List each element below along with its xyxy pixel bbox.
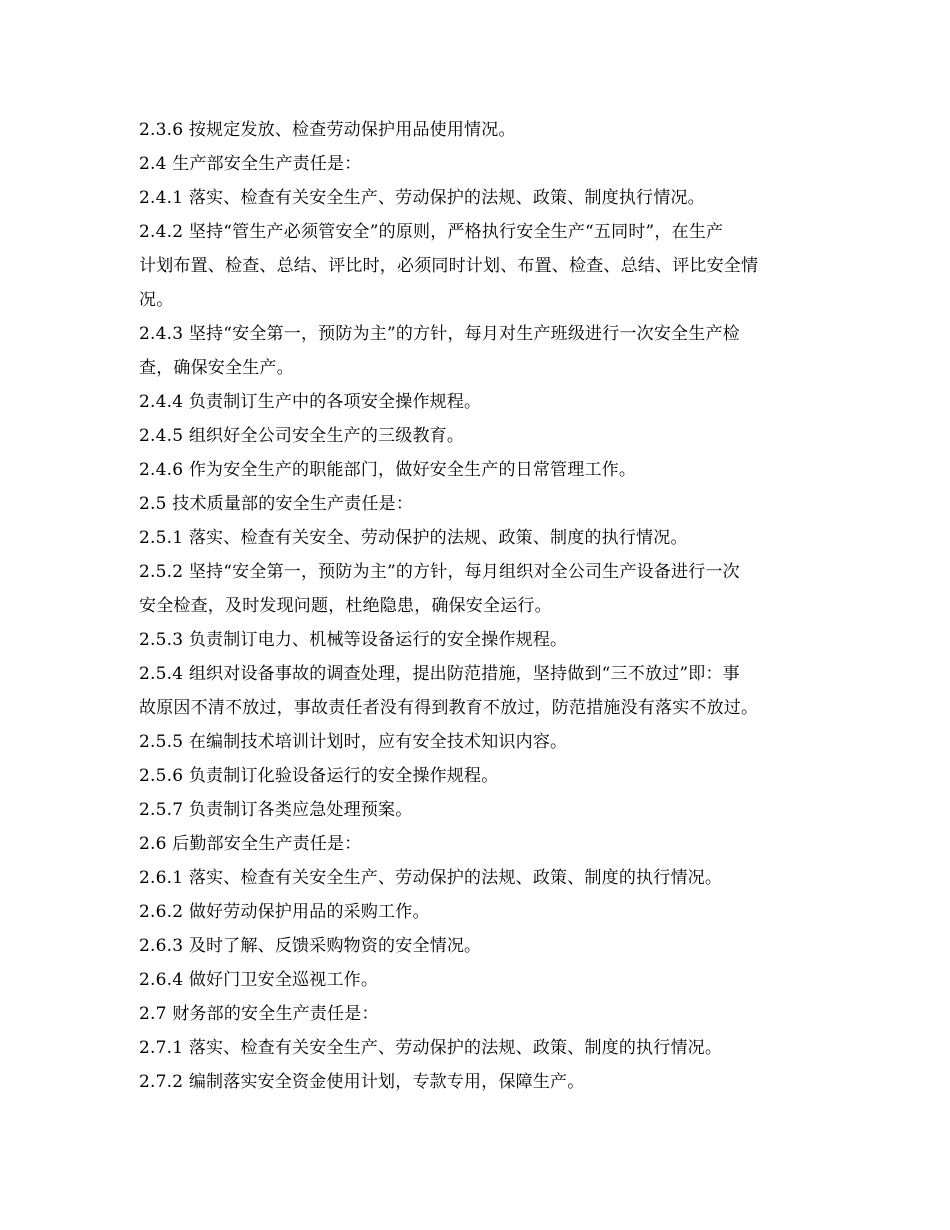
text-line: 2.3.6 按规定发放、检查劳动保护用品使用情况。	[139, 120, 516, 140]
section-heading: 2.6 后勤部安全生产责任是：	[139, 834, 362, 854]
text-line: 2.4.2 坚持“管生产必须管安全”的原则，严格执行安全生产“五同时”，在生产	[139, 222, 724, 242]
text-line: 2.5.1 落实、检查有关安全、劳动保护的法规、政策、制度的执行情况。	[139, 528, 688, 548]
text-line: 2.6.4 做好门卫安全巡视工作。	[139, 970, 379, 990]
text-line: 2.6.2 做好劳动保护用品的采购工作。	[139, 902, 430, 922]
section-heading: 2.4 生产部安全生产责任是：	[139, 154, 362, 174]
text-line: 2.5.3 负责制订电力、机械等设备运行的安全操作规程。	[139, 630, 568, 650]
text-line: 2.7.2 编制落实安全资金使用计划，专款专用，保障生产。	[139, 1072, 585, 1092]
text-line: 2.4.4 负责制订生产中的各项安全操作规程。	[139, 392, 482, 412]
text-line: 2.4.6 作为安全生产的职能部门，做好安全生产的日常管理工作。	[139, 460, 637, 480]
text-line: 安全检查，及时发现问题，杜绝隐患，确保安全运行。	[139, 596, 552, 616]
text-line: 2.5.7 负责制订各类应急处理预案。	[139, 800, 413, 820]
text-line: 2.6.3 及时了解、反馈采购物资的安全情况。	[139, 936, 482, 956]
section-heading: 2.7 财务部的安全生产责任是：	[139, 1004, 379, 1024]
section-heading: 2.5 技术质量部的安全生产责任是：	[139, 494, 414, 514]
text-line: 2.5.4 组织对设备事故的调查处理，提出防范措施，坚持做到“三不放过”即：事	[139, 664, 740, 684]
text-line: 2.6.1 落实、检查有关安全生产、劳动保护的法规、政策、制度的执行情况。	[139, 868, 723, 888]
text-line: 2.4.1 落实、检查有关安全生产、劳动保护的法规、政策、制度执行情况。	[139, 188, 705, 208]
text-line: 查，确保安全生产。	[139, 358, 294, 378]
text-line: 2.4.3 坚持“安全第一，预防为主”的方针，每月对生产班级进行一次安全生产检	[139, 324, 740, 344]
text-line: 2.5.2 坚持“安全第一，预防为主”的方针，每月组织对全公司生产设备进行一次	[139, 562, 740, 582]
text-line: 2.4.5 组织好全公司安全生产的三级教育。	[139, 426, 465, 446]
document-body	[139, 113, 819, 1099]
text-line: 况。	[139, 290, 174, 310]
text-line: 2.7.1 落实、检查有关安全生产、劳动保护的法规、政策、制度的执行情况。	[139, 1038, 723, 1058]
text-line: 2.5.6 负责制订化验设备运行的安全操作规程。	[139, 766, 499, 786]
text-line: 故原因不清不放过，事故责任者没有得到教育不放过，防范措施没有落实不放过。	[139, 698, 759, 718]
text-line: 计划布置、检查、总结、评比时，必须同时计划、布置、检查、总结、评比安全情	[139, 256, 759, 276]
text-line: 2.5.5 在编制技术培训计划时，应有安全技术知识内容。	[139, 732, 568, 752]
